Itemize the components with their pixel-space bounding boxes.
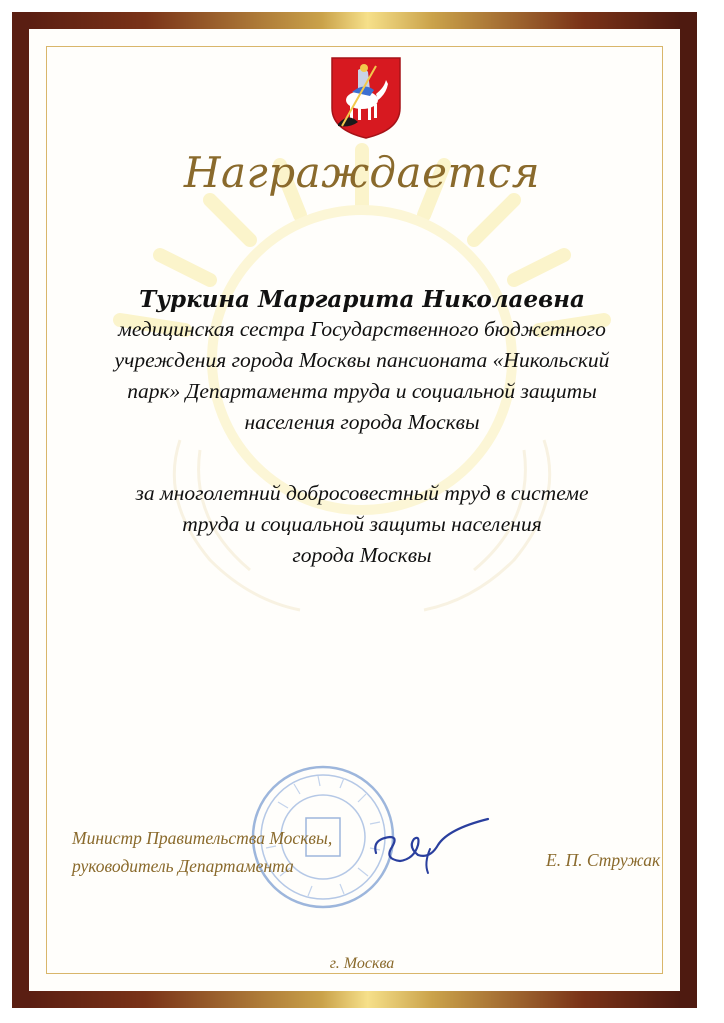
reason-line: города Москвы: [292, 543, 432, 567]
signatory-title-line: Министр Правительства Москвы,: [72, 828, 333, 848]
award-reason: [60, 478, 664, 571]
certificate-heading: Награждается: [183, 148, 541, 197]
position-line: учреждения города Москвы пансионата «Никольский: [114, 348, 610, 372]
signatory-title: [72, 824, 332, 880]
position-line: медицинская сестра Государственного бюджетного: [118, 317, 606, 341]
signatory-name: Е. П. Стружак: [546, 850, 661, 870]
position-line: населения города Москвы: [244, 410, 480, 434]
handwritten-signature-icon: [368, 815, 498, 877]
recipient-name: Туркина Маргарита Николаевна: [139, 286, 585, 313]
signatory-title-line: руководитель Департамента: [72, 856, 294, 876]
reason-line: труда и социальной защиты населения: [182, 512, 542, 536]
reason-line: за многолетний добросовестный труд в системе: [135, 481, 589, 505]
position-line: парк» Департамента труда и социальной защиты: [127, 379, 597, 403]
issue-city: г. Москва: [329, 955, 395, 972]
moscow-coat-of-arms-icon: [328, 56, 404, 140]
recipient-position: [60, 314, 664, 438]
